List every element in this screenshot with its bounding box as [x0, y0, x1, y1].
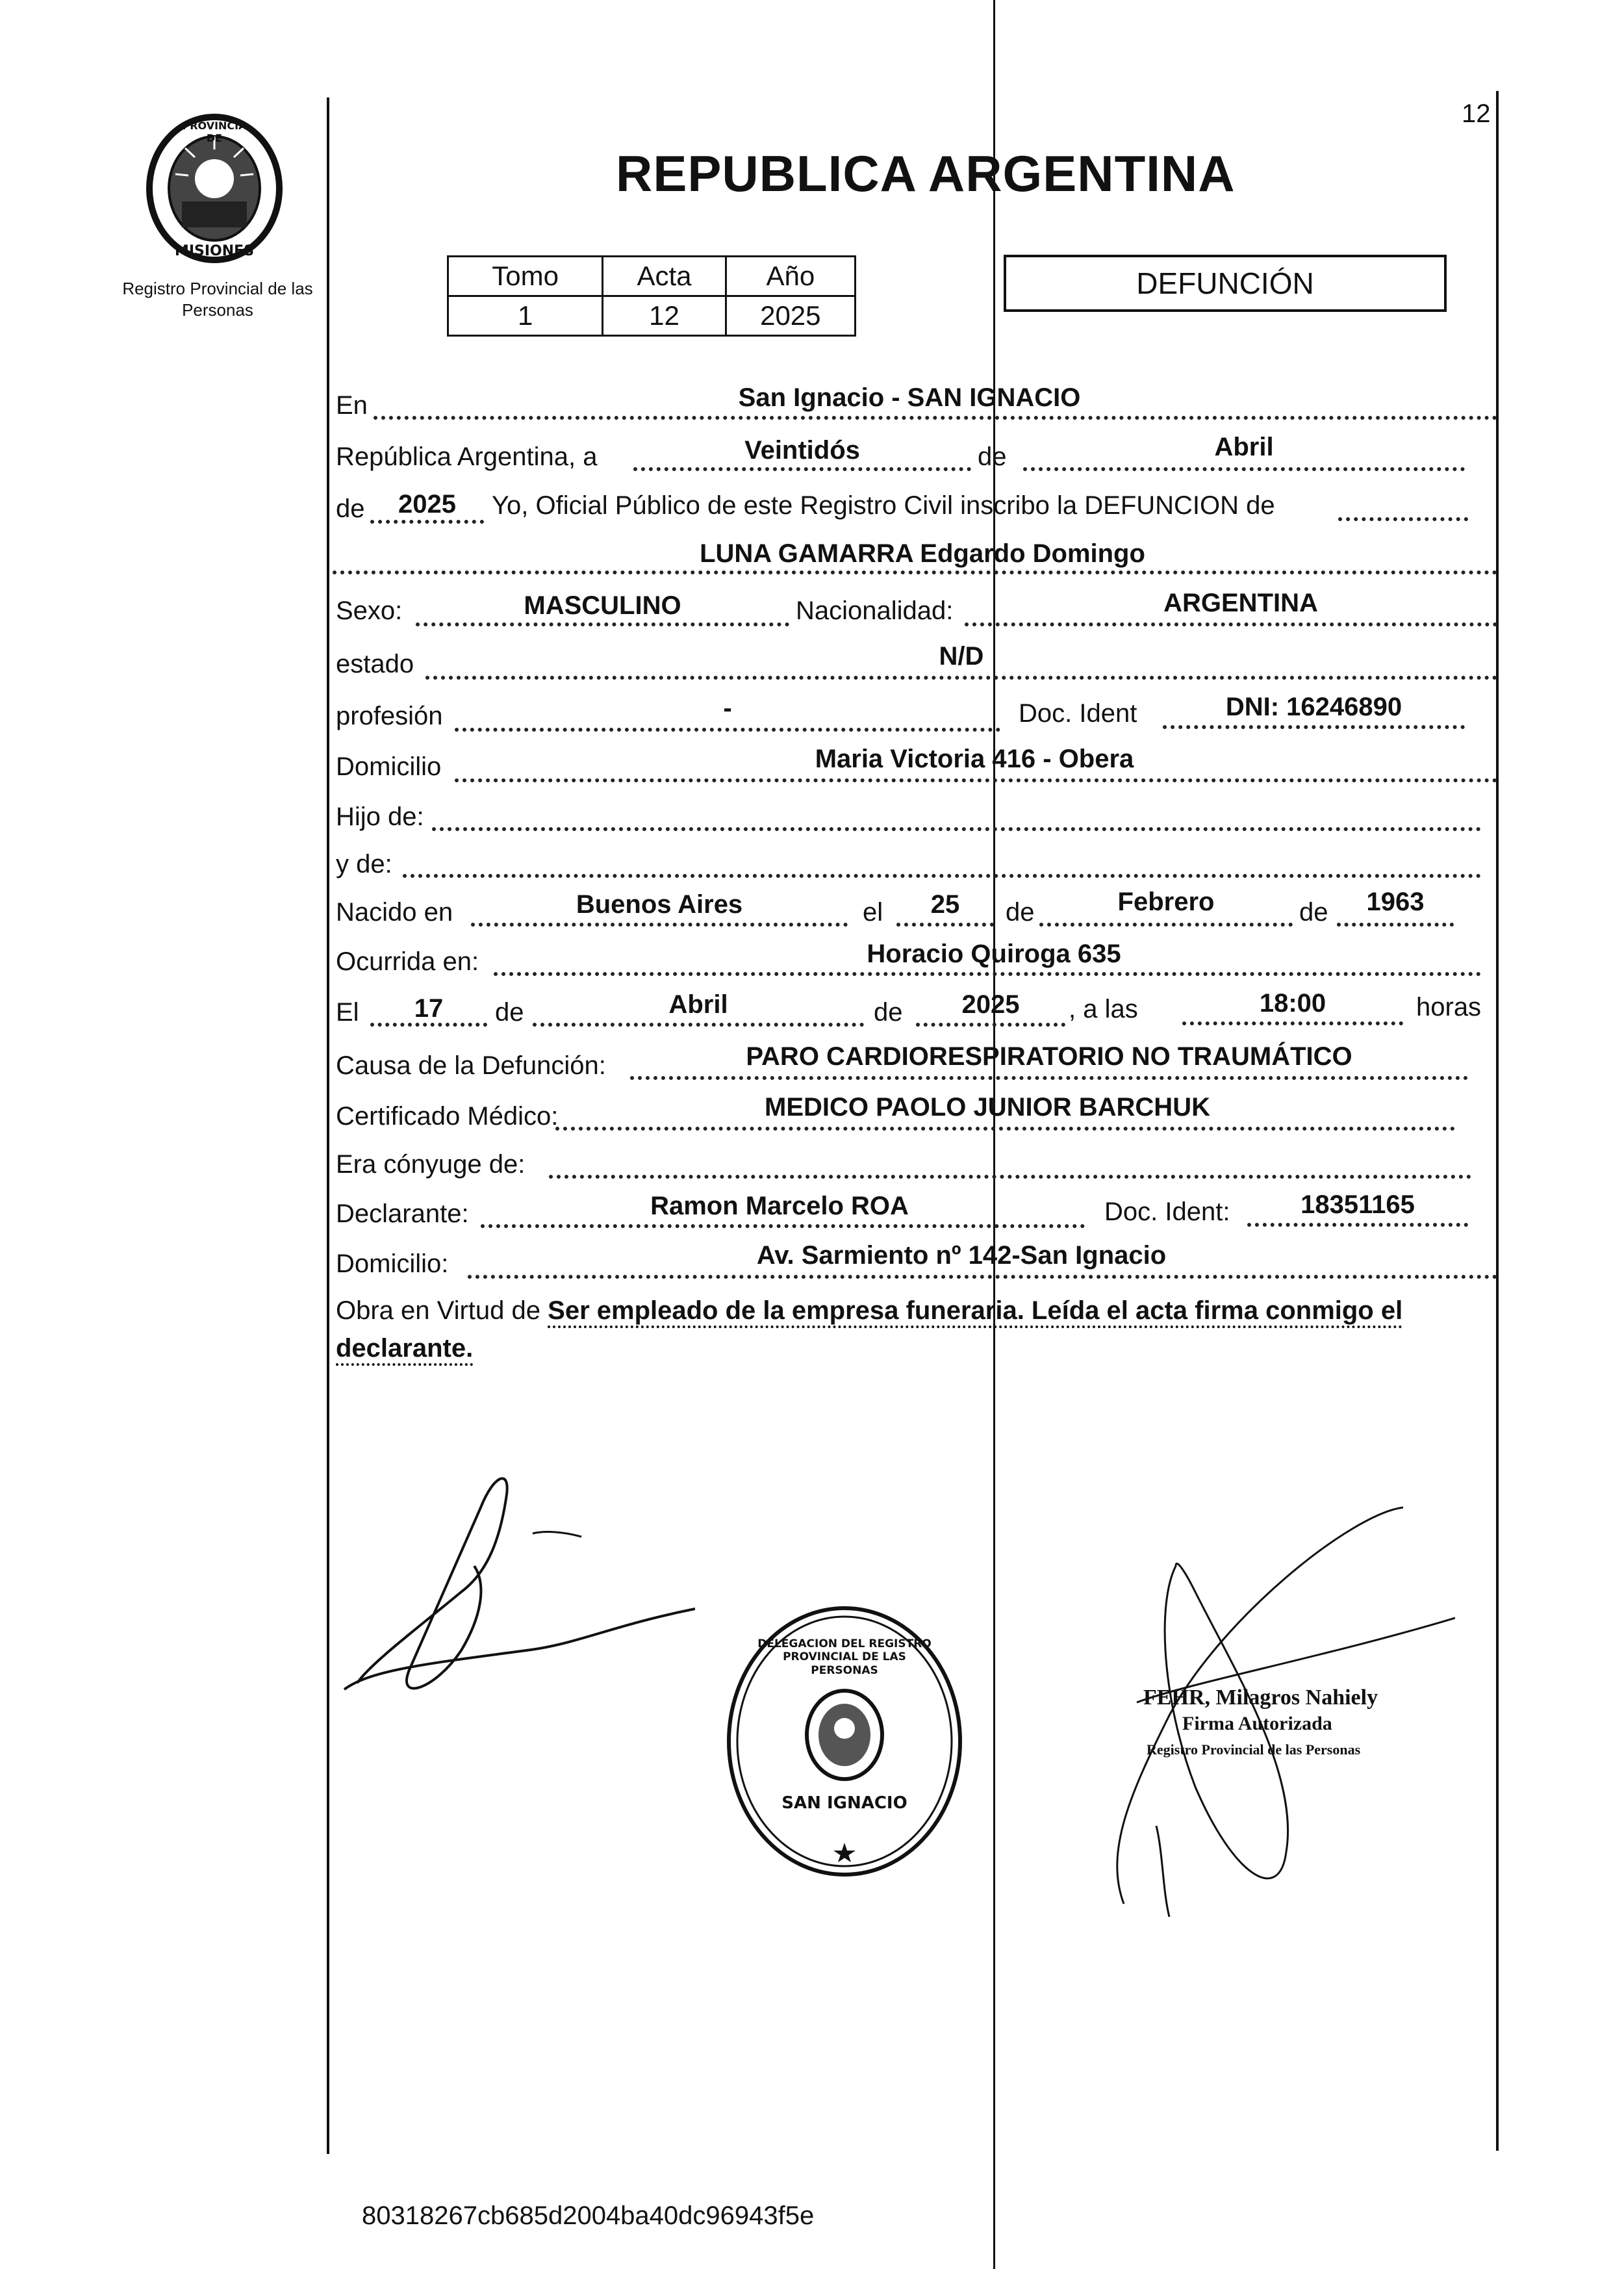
line-declarante	[481, 1224, 1085, 1228]
right-margin-line	[1496, 91, 1499, 2151]
registry-name: Registro Provincial de las Personas	[122, 279, 313, 320]
acta-header-acta: Acta	[603, 257, 726, 296]
label-domicilio-2: Domicilio:	[336, 1250, 449, 1278]
line-dni	[1163, 725, 1465, 729]
line-hijo-de	[432, 827, 1481, 831]
label-declarante: Declarante:	[336, 1199, 469, 1228]
label-causa: Causa de la Defunción:	[336, 1051, 606, 1080]
line-fallec-anio	[916, 1023, 1065, 1027]
line-mes	[1023, 467, 1465, 471]
value-ocurrida-lugar: Horacio Quiroga 635	[867, 940, 1121, 968]
value-anio: 2025	[398, 490, 456, 519]
line-y-de	[403, 874, 1481, 878]
value-fallec-mes: Abril	[668, 990, 728, 1019]
page-title: REPUBLICA ARGENTINA	[616, 145, 1236, 202]
label-el-2: El	[336, 998, 359, 1027]
label-nacido-en: Nacido en	[336, 898, 453, 927]
crest-top-text: PROVINCIA DE	[182, 120, 247, 144]
crest-bottom-text: MISIONES	[174, 243, 255, 259]
line-fallec-hora	[1182, 1021, 1403, 1025]
label-doc-ident: Doc. Ident	[1019, 699, 1137, 728]
label-hijo-de: Hijo de:	[336, 802, 424, 831]
label-republica: República Argentina, a	[336, 442, 598, 471]
value-certificado: MEDICO PAOLO JUNIOR BARCHUK	[765, 1093, 1210, 1122]
line-sexo	[416, 622, 789, 626]
line-nacido-lugar	[471, 923, 848, 927]
value-dni: DNI: 16246890	[1225, 693, 1402, 721]
value-declarante-doc: 18351165	[1300, 1190, 1415, 1219]
line-en	[374, 416, 1497, 420]
label-de-ev-2: de	[874, 998, 903, 1027]
line-nacido-anio	[1337, 923, 1454, 927]
stamp-role: Firma Autorizada	[1182, 1713, 1332, 1734]
document-hash: 80318267cb685d2004ba40dc96943f5e	[362, 2201, 815, 2230]
line-estado	[425, 676, 1497, 680]
label-profesion: profesión	[336, 702, 443, 730]
label-obra: Obra en Virtud de	[336, 1296, 541, 1325]
line-certificado	[555, 1127, 1455, 1131]
value-profesion: -	[723, 694, 732, 723]
line-profesion	[455, 728, 1000, 732]
acta-table	[447, 255, 856, 337]
value-nacionalidad: ARGENTINA	[1163, 589, 1318, 617]
value-fallec-anio: 2025	[961, 990, 1020, 1019]
stamp-name: FEHR, Milagros Nahiely	[1143, 1686, 1378, 1710]
line-causa	[630, 1076, 1468, 1080]
doc-type-box: DEFUNCIÓN	[1004, 255, 1447, 312]
line-nacionalidad	[965, 622, 1497, 626]
line-domicilio	[455, 778, 1497, 782]
line-domicilio-2	[468, 1275, 1497, 1279]
value-domicilio: Maria Victoria 416 - Obera	[815, 745, 1134, 773]
label-conyuge: Era cónyuge de:	[336, 1150, 526, 1179]
seal-city: SAN IGNACIO	[781, 1793, 907, 1813]
value-lugar: San Ignacio - SAN IGNACIO	[738, 383, 1081, 412]
page-number: 12	[1462, 99, 1491, 128]
value-declarante-domicilio: Av. Sarmiento nº 142-San Ignacio	[756, 1241, 1167, 1270]
acta-table-header-row	[448, 257, 856, 296]
label-domicilio: Domicilio	[336, 752, 442, 781]
label-de-2: de	[336, 494, 365, 523]
acta-table-value-row	[448, 296, 856, 336]
seal-ring-text: DELEGACION DEL REGISTRO PROVINCIAL DE LAS PERSONAS	[757, 1637, 932, 1677]
value-nacido-mes: Febrero	[1117, 888, 1215, 916]
value-nacido-dia: 25	[930, 890, 960, 919]
value-declarante: Ramon Marcelo ROA	[650, 1192, 909, 1220]
label-de-nac-1: de	[1006, 898, 1035, 927]
acta-value-tomo: 1	[448, 296, 603, 336]
label-doc-ident-2: Doc. Ident:	[1104, 1198, 1230, 1226]
value-fallec-hora: 18:00	[1259, 989, 1326, 1018]
acta-header-anio: Año	[726, 257, 855, 296]
value-nombre: LUNA GAMARRA Edgardo Domingo	[700, 539, 1145, 568]
label-de-1: de	[978, 442, 1007, 471]
value-mes: Abril	[1214, 433, 1274, 461]
line-ocurrida	[494, 972, 1481, 976]
value-obra-virtud: Ser empleado de la empresa funeraria. Leída el acta firma conmigo el declarante.	[336, 1296, 1403, 1363]
label-a-las: , a las	[1069, 995, 1138, 1023]
line-nacido-mes	[1039, 923, 1293, 927]
label-yo-oficial: Yo, Oficial Público de este Registro Civil inscribo la DEFUNCION de	[492, 491, 1275, 520]
line-conyuge	[549, 1175, 1471, 1179]
delegation-seal	[724, 1605, 965, 1878]
left-margin-line	[327, 97, 329, 2154]
line-nacido-dia	[896, 923, 994, 927]
label-horas: horas	[1416, 993, 1482, 1021]
value-causa: PARO CARDIORESPIRATORIO NO TRAUMÁTICO	[746, 1042, 1352, 1071]
label-de-ev-1: de	[495, 998, 524, 1027]
value-nacido-anio: 1963	[1366, 888, 1425, 916]
declarant-signature	[331, 1455, 695, 1728]
line-fallec-dia	[370, 1023, 487, 1027]
value-dia-palabra: Veintidós	[744, 436, 860, 465]
label-nacionalidad: Nacionalidad:	[796, 596, 954, 625]
line-fallec-mes	[533, 1023, 864, 1027]
value-fallec-dia: 17	[414, 994, 444, 1023]
label-y-de: y de:	[336, 850, 392, 878]
line-dia	[633, 467, 971, 471]
provincial-crest	[136, 110, 292, 266]
line-declarante-doc	[1247, 1223, 1468, 1227]
label-en: En	[336, 391, 368, 420]
acta-value-acta: 12	[603, 296, 726, 336]
value-nacido-lugar: Buenos Aires	[576, 890, 743, 919]
value-sexo: MASCULINO	[524, 591, 681, 620]
line-anio	[370, 520, 484, 524]
line-nombre	[333, 570, 1497, 574]
label-ocurrida-en: Ocurrida en:	[336, 947, 479, 976]
label-sexo: Sexo:	[336, 596, 403, 625]
value-estado: N/D	[939, 642, 984, 671]
center-fold-line	[993, 0, 995, 2269]
label-estado: estado	[336, 650, 414, 678]
acta-header-tomo: Tomo	[448, 257, 603, 296]
obra-virtud-paragraph	[336, 1292, 1505, 1367]
line-yo-tail	[1338, 517, 1468, 521]
stamp-office: Registro Provincial de las Personas	[1147, 1741, 1361, 1758]
acta-value-anio: 2025	[726, 296, 855, 336]
label-de-nac-2: de	[1299, 898, 1328, 927]
label-certificado: Certificado Médico:	[336, 1102, 559, 1131]
label-el: el	[863, 898, 883, 927]
